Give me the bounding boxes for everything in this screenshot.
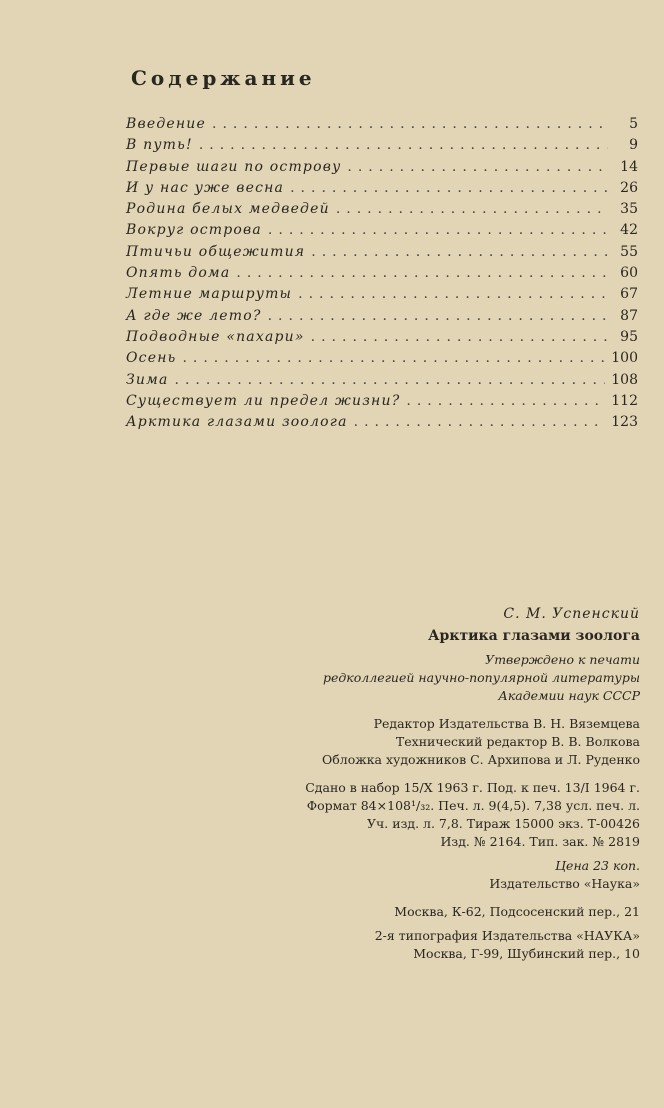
toc-entry-title: Существует ли предел жизни? bbox=[126, 392, 401, 409]
toc-entry bbox=[126, 116, 638, 137]
table-of-contents bbox=[126, 116, 638, 435]
toc-entry bbox=[126, 201, 638, 222]
toc-entry-page: 60 bbox=[620, 265, 638, 282]
page-title: Содержание bbox=[131, 66, 316, 90]
toc-entry-page: 55 bbox=[620, 243, 638, 260]
print-info: Формат 84×108¹/₃₂. Печ. л. 9(4,5). 7,38 усл. печ. л. bbox=[306, 798, 640, 813]
toc-entry-page: 95 bbox=[620, 328, 638, 345]
leader-dots bbox=[336, 201, 608, 217]
toc-entry-page: 67 bbox=[620, 286, 638, 303]
toc-entry-title: Птичьи общежития bbox=[126, 243, 306, 260]
leader-dots bbox=[311, 329, 608, 345]
leader-dots bbox=[298, 286, 608, 302]
toc-entry-page: 26 bbox=[620, 179, 638, 196]
toc-entry bbox=[126, 180, 638, 201]
toc-entry-page: 123 bbox=[611, 414, 638, 431]
toc-entry-title: А где же лето? bbox=[126, 307, 262, 324]
leader-dots bbox=[199, 137, 608, 153]
toc-entry-page: 5 bbox=[629, 116, 638, 132]
toc-entry-page: 108 bbox=[611, 371, 638, 388]
toc-entry bbox=[126, 372, 638, 393]
author: С. М. Успенский bbox=[503, 606, 640, 622]
toc-entry-title: В путь! bbox=[126, 137, 193, 154]
toc-entry-page: 42 bbox=[620, 222, 638, 239]
colophon bbox=[240, 605, 640, 963]
approval-line: Утверждено к печати bbox=[485, 652, 640, 667]
approval-line: редколлегией научно-популярной литературы bbox=[322, 670, 640, 685]
toc-entry bbox=[126, 159, 638, 180]
toc-entry-title: Введение bbox=[126, 116, 207, 132]
toc-entry-title: Летние маршруты bbox=[126, 286, 293, 303]
publisher-address: Москва, К-62, Подсосенский пер., 21 bbox=[394, 904, 640, 919]
print-info: Изд. № 2164. Тип. зак. № 2819 bbox=[440, 834, 640, 849]
book-title: Арктика глазами зоолога bbox=[428, 628, 640, 644]
printer-address: Москва, Г-99, Шубинский пер., 10 bbox=[413, 946, 640, 961]
toc-entry-title: Осень bbox=[126, 350, 177, 367]
toc-entry bbox=[126, 244, 638, 265]
toc-entry bbox=[126, 329, 638, 350]
toc-entry bbox=[126, 137, 638, 158]
cover-artists: Обложка художников С. Архипова и Л. Руденко bbox=[321, 752, 640, 767]
leader-dots bbox=[268, 222, 608, 238]
toc-entry-page: 35 bbox=[620, 201, 638, 218]
leader-dots bbox=[406, 393, 605, 409]
toc-entry-page: 9 bbox=[629, 137, 638, 154]
toc-entry bbox=[126, 265, 638, 286]
toc-entry-title: Родина белых медведей bbox=[126, 201, 330, 218]
toc-entry-title: Зима bbox=[126, 371, 169, 388]
price: Цена 23 коп. bbox=[555, 858, 640, 873]
leader-dots bbox=[175, 372, 606, 388]
leader-dots bbox=[347, 159, 608, 175]
toc-entry-title: Опять дома bbox=[126, 265, 231, 282]
toc-entry bbox=[126, 308, 638, 329]
toc-entry bbox=[126, 350, 638, 371]
toc-entry-page: 87 bbox=[620, 307, 638, 324]
leader-dots bbox=[236, 265, 608, 281]
print-info: Сдано в набор 15/X 1963 г. Под. к печ. 13/I 1964 г. bbox=[305, 780, 640, 795]
toc-entry-title: Арктика глазами зоолога bbox=[126, 414, 348, 431]
toc-entry-page: 100 bbox=[611, 350, 638, 367]
toc-entry bbox=[126, 393, 638, 414]
editor: Редактор Издательства В. Н. Вяземцева bbox=[373, 716, 640, 731]
toc-entry-title: И у нас уже весна bbox=[126, 179, 285, 196]
leader-dots bbox=[182, 350, 605, 366]
tech-editor: Технический редактор В. В. Волкова bbox=[395, 734, 640, 749]
toc-entry-title: Вокруг острова bbox=[126, 222, 262, 239]
leader-dots bbox=[354, 414, 606, 430]
leader-dots bbox=[290, 180, 608, 196]
toc-entry-title: Первые шаги по острову bbox=[126, 158, 342, 175]
toc-entry-title: Подводные «пахари» bbox=[126, 328, 305, 345]
print-info: Уч. изд. л. 7,8. Тираж 15000 экз. Т-00426 bbox=[367, 816, 640, 831]
approval-line: Академии наук СССР bbox=[498, 688, 640, 703]
leader-dots bbox=[311, 244, 608, 260]
toc-entry bbox=[126, 222, 638, 243]
printer: 2-я типография Издательства «НАУКА» bbox=[374, 928, 640, 943]
publisher: Издательство «Наука» bbox=[489, 876, 640, 891]
toc-entry bbox=[126, 414, 638, 435]
toc-entry-page: 14 bbox=[620, 158, 638, 175]
leader-dots bbox=[268, 308, 608, 324]
toc-entry bbox=[126, 286, 638, 307]
toc-entry-page: 112 bbox=[611, 392, 638, 409]
leader-dots bbox=[212, 116, 608, 132]
